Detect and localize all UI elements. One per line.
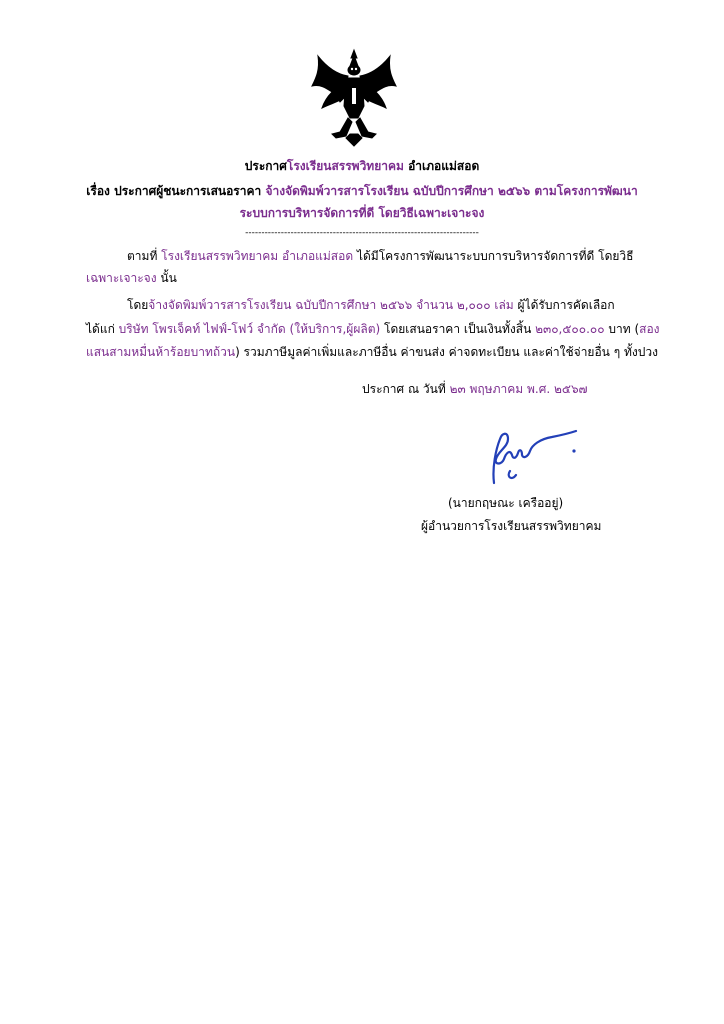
paragraph-1-line-2 — [86, 269, 177, 288]
text-segment: ได้มีโครงการพัฒนาระบบการบริหารจัดการที่ดี โดยวิธี — [353, 249, 634, 263]
price-amount: ๒๓๐,๕๐๐.๐๐ — [535, 322, 605, 336]
text-segment: ตามที่ — [127, 249, 162, 263]
announcement-title — [0, 157, 724, 176]
signatory-position: ผู้อำนวยการโรงเรียนสรรพวิทยาคม — [421, 519, 602, 533]
subject-line-2: ระบบการบริหารจัดการที่ดี โดยวิธีเฉพาะเจาะจง — [239, 206, 485, 220]
school-reference: โรงเรียนสรรพวิทยาคม อำเภอแม่สอด — [161, 249, 354, 263]
vendor-name: บริษัท โพรเจ็คท์ ไฟฟ์-โฟว์ จำกัด (ให้บริการ,ผู้ผลิต) — [118, 322, 381, 336]
subject-detail: จ้างจัดพิมพ์วารสารโรงเรียน ฉบับปีการศึกษา ๒๕๖๖ ตามโครงการพัฒนา — [265, 184, 638, 198]
price-words: สอง — [639, 322, 660, 336]
signatory-name: (นายกฤษณะ เครืออยู่) — [448, 496, 564, 510]
subject-line-1 — [0, 182, 724, 201]
paragraph-2-line-1 — [127, 296, 615, 315]
paragraph-2-line-2 — [86, 320, 660, 339]
announcement-date — [362, 380, 588, 399]
date-value: ๒๓ พฤษภาคม พ.ศ. ๒๕๖๗ — [449, 382, 588, 396]
method-text: เฉพาะเจาะจง — [86, 271, 157, 285]
text-segment: บาท ( — [604, 322, 640, 336]
paragraph-1-line-1 — [127, 247, 633, 266]
subject-prefix: เรื่อง ประกาศผู้ชนะการเสนอราคา — [86, 184, 266, 198]
title-prefix: ประกาศ — [244, 159, 287, 173]
separator-line: ------------------------------------------------------------------------ — [245, 228, 479, 238]
text-segment: โดย — [127, 298, 149, 312]
text-segment: ได้แก่ — [86, 322, 119, 336]
signature-image — [486, 425, 582, 493]
date-prefix: ประกาศ ณ วันที่ — [362, 382, 450, 396]
school-name: โรงเรียนสรรพวิทยาคม — [286, 159, 404, 173]
procurement-item: จ้างจัดพิมพ์วารสารโรงเรียน ฉบับปีการศึกษา ๒๕๖๖ จำนวน ๒,๐๐๐ เล่ม — [148, 298, 514, 312]
text-segment: ) รวมภาษีมูลค่าเพิ่มและภาษีอื่น ค่าขนส่ง ค่าจดทะเบียน และค่าใช้จ่ายอื่น ๆ ทั้งปวง — [235, 345, 658, 359]
text-segment: โดยเสนอราคา เป็นเงินทั้งสิ้น — [380, 322, 536, 336]
price-words: แสนสามหมื่นห้าร้อยบาทถ้วน — [86, 345, 236, 359]
text-segment: ผู้ได้รับการคัดเลือก — [513, 298, 615, 312]
district-name: อำเภอแม่สอด — [403, 159, 480, 173]
text-segment: นั้น — [156, 271, 177, 285]
paragraph-2-line-3 — [86, 343, 658, 362]
garuda-emblem-icon — [308, 48, 400, 148]
